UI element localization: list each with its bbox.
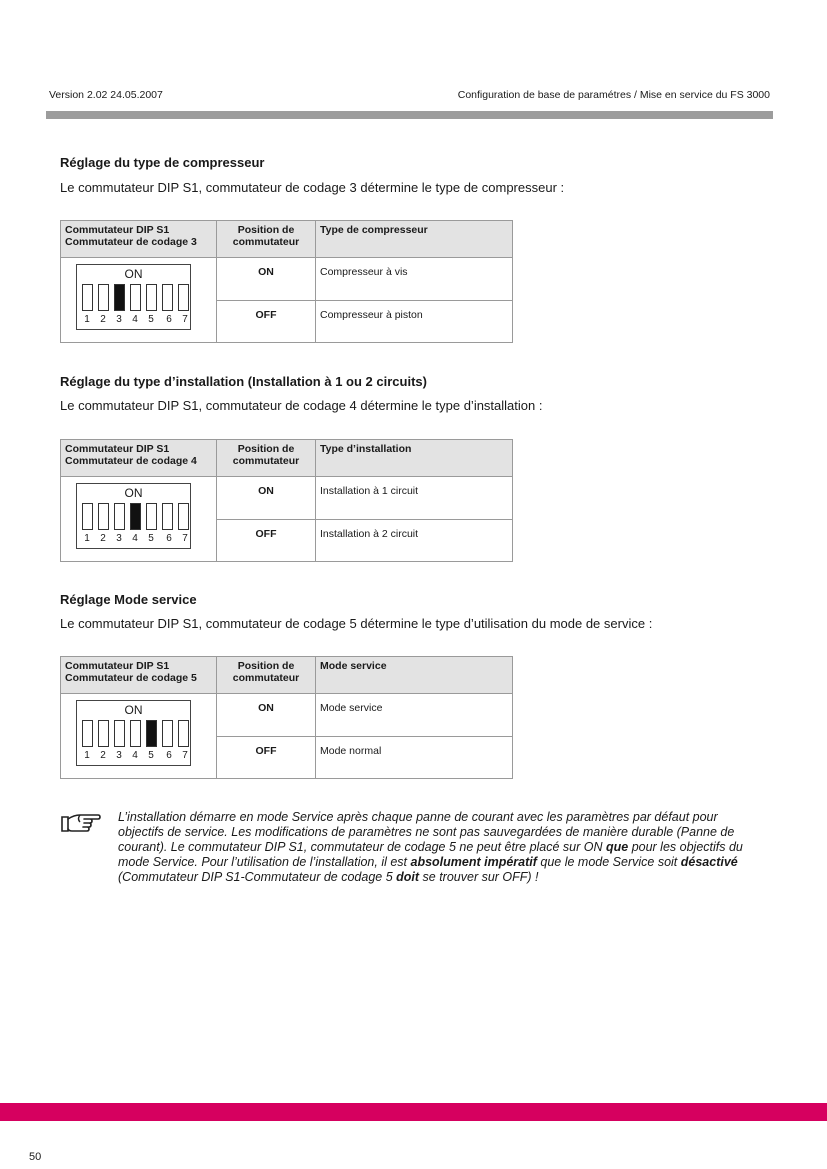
header-version: Version 2.02 24.05.2007 bbox=[49, 89, 163, 101]
position-on: ON bbox=[217, 477, 316, 520]
dip-number-2: 2 bbox=[100, 750, 106, 761]
dip-number-5: 5 bbox=[148, 314, 154, 325]
col3-header: Type de compresseur bbox=[316, 221, 513, 258]
dip-switch-6 bbox=[162, 720, 173, 747]
section-text: Le commutateur DIP S1, commutateur de codage 5 détermine le type d’utilisation du mode de service : bbox=[60, 616, 653, 631]
dip-number-1: 1 bbox=[84, 314, 90, 325]
dip-switch-7 bbox=[178, 284, 189, 311]
note-text bbox=[118, 810, 758, 885]
dip-switch-7 bbox=[178, 503, 189, 530]
dip-switch-1 bbox=[82, 720, 93, 747]
col2-header bbox=[217, 657, 316, 694]
dip-number-6: 6 bbox=[166, 314, 172, 325]
col2-line1: Position de bbox=[237, 660, 295, 672]
dip-switch-2 bbox=[98, 284, 109, 311]
dip-switch-5 bbox=[146, 720, 157, 747]
col1-line1: Commutateur DIP S1 bbox=[65, 660, 170, 672]
dip-switch-1 bbox=[82, 284, 93, 311]
dip-number-3: 3 bbox=[116, 750, 122, 761]
dip-number-3: 3 bbox=[116, 314, 122, 325]
dip-number-4: 4 bbox=[132, 314, 138, 325]
dip-number-3: 3 bbox=[116, 533, 122, 544]
dip-number-1: 1 bbox=[84, 533, 90, 544]
type-value: Compresseur à piston bbox=[316, 300, 513, 343]
position-off: OFF bbox=[217, 300, 316, 343]
dip-switch-4 bbox=[130, 284, 141, 311]
col1-line1: Commutateur DIP S1 bbox=[65, 224, 170, 236]
dip-on-label: ON bbox=[124, 267, 143, 281]
col1-line2: Commutateur de codage 5 bbox=[65, 672, 197, 684]
col1-header bbox=[61, 221, 217, 258]
position-off: OFF bbox=[217, 519, 316, 562]
note-run: L’installation démarre en mode Service après chaque panne de courant avec les paramètres par défaut pour objectifs de service. Les modifications de paramètres ne sont pas sauvegardées de manière durable (Panne de courant). Le commutateur DIP S1, commutateur de codage 5 ne peut être placé sur ON bbox=[118, 810, 735, 854]
note-run: se trouver sur OFF) ! bbox=[419, 870, 539, 884]
section-text: Le commutateur DIP S1, commutateur de codage 4 détermine le type d’installation : bbox=[60, 398, 543, 413]
dip-on-label: ON bbox=[124, 703, 143, 717]
dip-switch-1 bbox=[82, 503, 93, 530]
dip-switch-diagram bbox=[76, 483, 191, 549]
dip-number-2: 2 bbox=[100, 314, 106, 325]
dip-number-7: 7 bbox=[182, 750, 188, 761]
dip-number-4: 4 bbox=[132, 533, 138, 544]
dip-switch-6 bbox=[162, 503, 173, 530]
dip-switch-3 bbox=[114, 503, 125, 530]
col2-header bbox=[217, 221, 316, 258]
dip-switch-3 bbox=[114, 720, 125, 747]
dip-switch-cell bbox=[61, 694, 217, 779]
col3-header: Mode service bbox=[316, 657, 513, 694]
dip-number-6: 6 bbox=[166, 533, 172, 544]
page-number: 50 bbox=[29, 1151, 42, 1163]
config-table bbox=[60, 656, 513, 779]
dip-number-6: 6 bbox=[166, 750, 172, 761]
dip-number-5: 5 bbox=[148, 533, 154, 544]
section-title: Réglage du type de compresseur bbox=[60, 155, 265, 170]
section-text: Le commutateur DIP S1, commutateur de codage 3 détermine le type de compresseur : bbox=[60, 180, 565, 195]
dip-switch-6 bbox=[162, 284, 173, 311]
dip-number-7: 7 bbox=[182, 314, 188, 325]
dip-switch-3 bbox=[114, 284, 125, 311]
type-value: Compresseur à vis bbox=[316, 258, 513, 301]
header-title: Configuration de base de paramétres / Mise en service du FS 3000 bbox=[457, 89, 770, 101]
dip-switch-2 bbox=[98, 503, 109, 530]
col1-line2: Commutateur de codage 4 bbox=[65, 455, 197, 467]
dip-number-7: 7 bbox=[182, 533, 188, 544]
col2-header bbox=[217, 440, 316, 477]
type-value: Installation à 2 circuit bbox=[316, 519, 513, 562]
dip-switch-diagram bbox=[76, 700, 191, 766]
footer-bar bbox=[0, 1103, 827, 1121]
pointing-hand-icon bbox=[60, 811, 102, 835]
col1-line1: Commutateur DIP S1 bbox=[65, 443, 170, 455]
note-emphasis: désactivé bbox=[680, 855, 738, 869]
position-on: ON bbox=[217, 694, 316, 737]
type-value: Mode normal bbox=[316, 736, 513, 779]
dip-switch-cell bbox=[61, 477, 217, 562]
note-emphasis: que bbox=[605, 840, 629, 854]
col3-header: Type d’installation bbox=[316, 440, 513, 477]
dip-on-label: ON bbox=[124, 486, 143, 500]
col2-line2: commutateur bbox=[232, 672, 300, 684]
col1-header bbox=[61, 440, 217, 477]
dip-switch-7 bbox=[178, 720, 189, 747]
config-table bbox=[60, 220, 513, 343]
config-table bbox=[60, 439, 513, 562]
dip-switch-2 bbox=[98, 720, 109, 747]
dip-switch-5 bbox=[146, 503, 157, 530]
dip-switch-5 bbox=[146, 284, 157, 311]
dip-switch-4 bbox=[130, 503, 141, 530]
dip-number-4: 4 bbox=[132, 750, 138, 761]
dip-switch-diagram bbox=[76, 264, 191, 330]
col2-line1: Position de bbox=[237, 443, 295, 455]
note-run: que le mode Service soit bbox=[536, 855, 681, 869]
dip-switch-4 bbox=[130, 720, 141, 747]
position-on: ON bbox=[217, 258, 316, 301]
col2-line1: Position de bbox=[237, 224, 295, 236]
col2-line2: commutateur bbox=[232, 455, 300, 467]
section-title: Réglage Mode service bbox=[60, 592, 197, 607]
note-run: pour les objectifs du mode Service. Pour l’utilisation de l’installation, il est bbox=[118, 840, 743, 869]
position-off: OFF bbox=[217, 736, 316, 779]
header-rule bbox=[46, 111, 773, 119]
note-emphasis: doit bbox=[396, 870, 420, 884]
col1-line2: Commutateur de codage 3 bbox=[65, 236, 197, 248]
dip-number-5: 5 bbox=[148, 750, 154, 761]
dip-number-2: 2 bbox=[100, 533, 106, 544]
dip-number-1: 1 bbox=[84, 750, 90, 761]
dip-switch-cell bbox=[61, 258, 217, 343]
section-title: Réglage du type d’installation (Installation à 1 ou 2 circuits) bbox=[60, 374, 427, 389]
type-value: Mode service bbox=[316, 694, 513, 737]
note-emphasis: absolument impératif bbox=[410, 855, 537, 869]
col2-line2: commutateur bbox=[232, 236, 300, 248]
type-value: Installation à 1 circuit bbox=[316, 477, 513, 520]
note-run: (Commutateur DIP S1-Commutateur de codage 5 bbox=[118, 870, 397, 884]
col1-header bbox=[61, 657, 217, 694]
